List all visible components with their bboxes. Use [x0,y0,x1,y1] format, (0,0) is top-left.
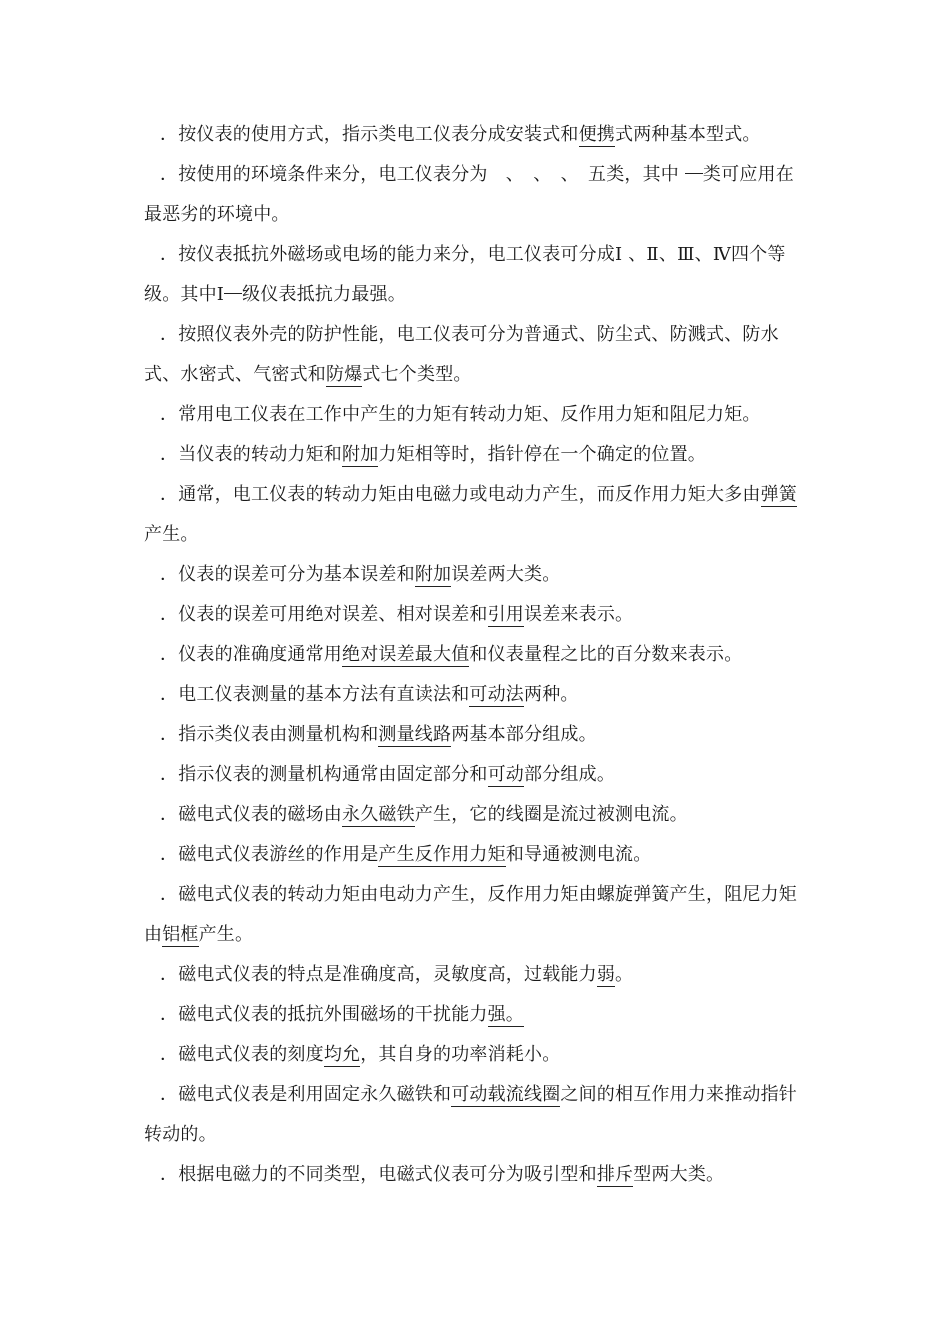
question-text: ．磁电式仪表的刻度 [160,1044,324,1065]
answer-text: 引用 [487,604,525,625]
question-text: 两种。 [524,684,579,705]
question-text: ．指示类仪表由测量机构和 [160,724,379,745]
question-item [144,1035,804,1075]
question-item [144,715,804,755]
answer-text: 可动载流线圈 [451,1084,561,1105]
question-text: ．磁电式仪表的转动力矩由电动力产生，反作用力矩由螺旋弹簧产生，阻尼力矩由 [144,884,797,945]
question-text: ．磁电式仪表游丝的作用是 [160,844,379,865]
answer-text: 便携 [578,124,616,145]
question-text: 类可应用在最恶劣的环境中。 [144,164,794,225]
answer-text: 测量线路 [378,724,452,745]
question-text: 之间的相互作用力来推动指针转动的。 [144,1084,798,1145]
question-text: 产生。 [198,924,254,945]
question-text: ．按仪表抵抗外磁场或电场的能力来分，电工仪表可分成Ⅰ 、Ⅱ、Ⅲ、Ⅳ四个等级。其中Ⅰ [144,244,786,305]
question-text: ．仪表的误差可分为基本误差和 [160,564,415,585]
question-text: 误差来表示。 [524,604,634,625]
question-text: ．通常，电工仪表的转动力矩由电磁力或电动力产生，而反作用力矩大多由 [160,484,761,505]
answer-text: 附加 [342,444,379,465]
question-item [144,435,804,475]
answer-text: 可动法 [469,684,525,705]
question-text: ．按使用的环境条件来分，电工仪表分为 、 、 、 五类，其中 [160,164,685,185]
question-text: 式两种基本型式。 [615,124,761,145]
answer-text: 产生反作用力矩 [378,844,506,865]
question-text: ．当仪表的转动力矩和 [160,444,342,465]
question-item [144,835,804,875]
question-text: ．磁电式仪表的磁场由 [160,804,342,825]
question-text: ．磁电式仪表的特点是准确度高，灵敏度高，过载能力 [160,964,597,985]
question-text: ，其自身的功率消耗小。 [360,1044,561,1065]
question-text: ．磁电式仪表是利用固定永久磁铁和 [160,1084,452,1105]
question-text: 。 [615,964,634,985]
answer-text: 防爆 [326,364,363,385]
question-item [144,155,804,235]
answer-text: 弹簧 [760,484,798,505]
answer-text: 排斥 [596,1164,634,1185]
question-item [144,795,804,835]
question-item [144,755,804,795]
question-text: ．电工仪表测量的基本方法有直读法和 [160,684,470,705]
answer-blank [685,157,703,174]
question-item [144,1155,804,1195]
question-item [144,315,804,395]
question-text: ．磁电式仪表的抵抗外围磁场的干扰能力 [160,1004,488,1025]
question-text: 部分组成。 [524,764,616,785]
question-text: ．指示仪表的测量机构通常由固定部分和 [160,764,488,785]
answer-text: 弱 [596,964,616,985]
answer-blank [224,277,242,294]
answer-text: 附加 [414,564,452,585]
question-item [144,675,804,715]
question-item [144,635,804,675]
question-text: ．按仪表的使用方式，指示类电工仪表分成安装式和 [160,124,579,145]
question-text: 和导通被测电流。 [505,844,652,865]
document-body [144,115,804,1195]
question-item [144,595,804,635]
question-text: 力矩相等时，指针停在一个确定的位置。 [378,444,707,465]
question-item [144,875,804,955]
question-item [144,1075,804,1155]
question-text: ．仪表的误差可用绝对误差、相对误差和 [160,604,488,625]
answer-text: 强。 [487,1004,525,1025]
question-text: 式七个类型。 [362,364,472,385]
question-text: 级仪表抵抗力最强。 [242,284,406,305]
answer-text: 均允 [323,1044,361,1065]
answer-text: 绝对误差最大值 [342,644,470,665]
question-item [144,475,804,555]
answer-text: 永久磁铁 [342,804,415,825]
question-text: ．仪表的准确度通常用 [160,644,342,665]
question-text: 和仪表量程之比的百分数来表示。 [469,644,743,665]
question-text: 产生，它的线圈是流过被测电流。 [414,804,688,825]
question-text: 误差两大类。 [451,564,561,585]
question-item [144,955,804,995]
question-item [144,115,804,155]
question-text: ．按照仪表外壳的防护性能，电工仪表可分为普通式、防尘式、防溅式、防水式、水密式、气密式和 [144,324,779,385]
question-item [144,235,804,315]
question-text: ．根据电磁力的不同类型，电磁式仪表可分为吸引型和 [160,1164,597,1185]
question-text: 产生。 [144,524,199,545]
question-item [144,995,804,1035]
question-text: 两基本部分组成。 [451,724,597,745]
question-item [144,555,804,595]
question-text: 型两大类。 [633,1164,725,1185]
answer-text: 铝框 [162,924,199,945]
answer-text: 可动 [487,764,525,785]
question-item [144,395,804,435]
question-text: ．常用电工仪表在工作中产生的力矩有转动力矩、反作用力矩和阻尼力矩。 [160,404,761,425]
